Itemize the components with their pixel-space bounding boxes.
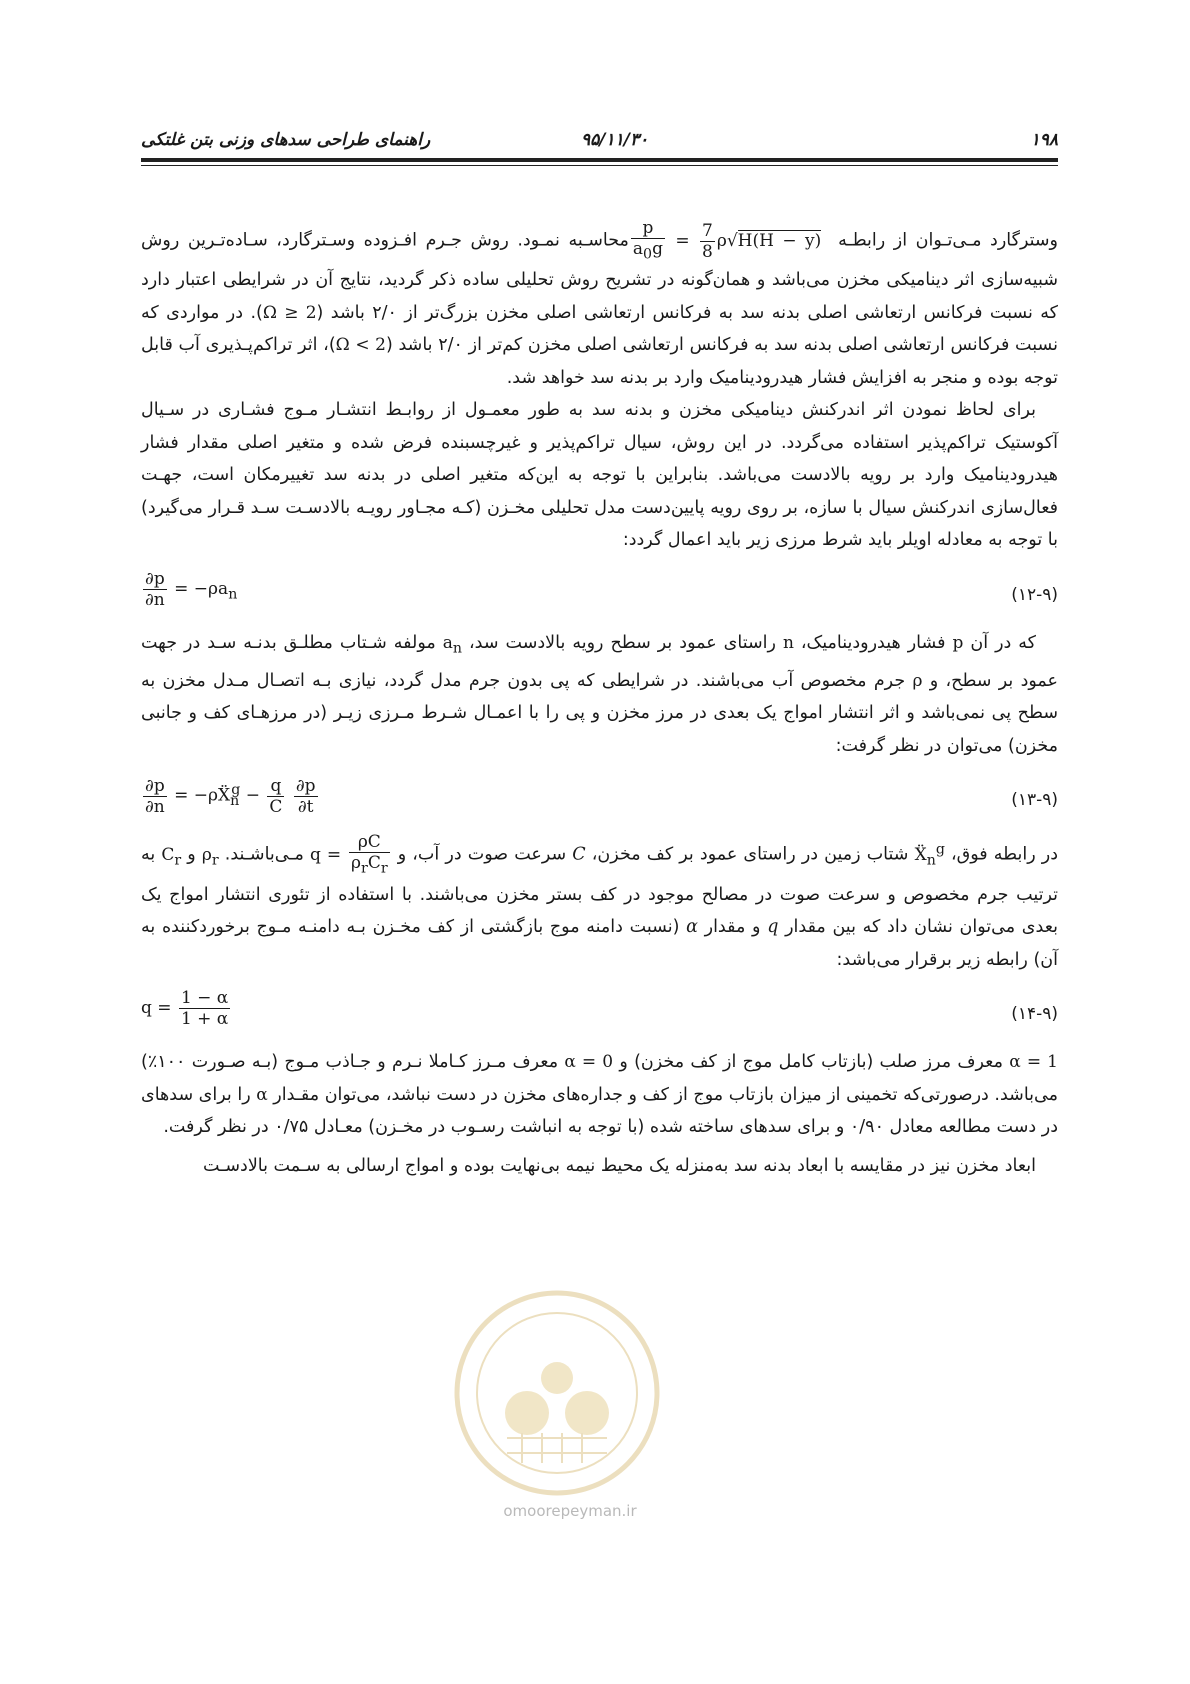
watermark-logo bbox=[447, 1283, 667, 1503]
paragraph-definitions: که در آن p فشار هیدرودینامیک، n راستای عمود بر سطح رویه بالادست سد، $a_n$ مولفه شـتاب مطلـق بدنـه سـد در جهت عمود بر سطح، و ρ جرم مخصوص آب می‌باشند. در شرایطی که پی بدون جرم مدل گردد، نیازی بـه اتصـال مـدل مخزن به سطح پی نمی‌باشد و اثر انتشار امواج یک بعدی در مرز مخزن و پی را با اعمـال شـرط مـرزی زیـر (در مرزهـای کف و جانبی مخزن) می‌توان در نظر گرفت: bbox=[141, 632, 1058, 756]
paragraph-boundary: در رابطه فوق، Ẍ$_n^g$ شتاب زمین در راستای عمود بر کف مخزن، C سرعت صوت در آب، و q = $\frac{\rho C}{\rho_rC_r}$ مـی‌باشـند. $\rho_r$ و $C_r$ به ترتیب جرم مخصوص و سرعت صوت در مصالح موجود در کف بستر مخزن می‌باشند. با استفاده از تئوری انتشار امواج یک بعدی می‌توان نشان داد که بین مقدار q و مقدار α (نسبت دامنه موج بازگشتی از کف مخـزن بـه دامنـه مـوج برخوردکننده به آن) رابطه زیر برقرار می‌باشد: bbox=[141, 832, 1059, 970]
equation-14-number: (۱۴-۹) bbox=[1011, 1004, 1058, 1025]
equation-13 bbox=[141, 768, 1058, 826]
header-date: ۹۵/۱۱/۳۰ bbox=[581, 130, 649, 150]
equation-14 bbox=[141, 982, 1058, 1040]
paragraph-westergaard: وسترگارد مـی‌تـوان از رابطـه $\frac{p}{a_0g}$ = $\frac{7}{8}$ ρ√H(H − y) محاسـبه نمـود. روش جـرم افـزوده وسـترگارد، سـاده‌تـرین روش شبیه‌سازی اثر دینامیکی مخزن می‌باشد و همان‌گونه در تشریح روش تحلیلی ساده ذکر گردید، نتایج آن در شرایطی اعتبار دارد که نسبت فرکانس ارتعاشی اصلی بدنه سد به فرکانس ارتعاشی اصلی مخزن بزرگ‌تر از ۲/۰ باشد (Ω ≥ 2). در مواردی که نسبت فرکانس ارتعاشی اصلی بدنه سد به فرکانس ارتعاشی اصلی مخزن کم‌تر از ۲/۰ باشد (Ω < 2)، اثر تراکم‌پـذیری آب قابل توجه بوده و منجر به افزایش فشار هیدرودینامیک وارد بر بدنه سد خواهد شد. bbox=[141, 218, 1058, 388]
equation-13-number: (۱۳-۹) bbox=[1011, 790, 1058, 811]
equation-12 bbox=[141, 563, 1058, 621]
header-rule-thin bbox=[141, 165, 1058, 166]
page-header bbox=[141, 120, 1058, 160]
equation-13-formula: $\frac{\partial p}{\partial n}$ = −ρẌ$_n^g$ − $\frac{q}{C}$ $\frac{\partial p}{\partial t}$ bbox=[145, 775, 316, 817]
header-rule-thick bbox=[141, 158, 1058, 162]
westergaard-formula: $\frac{p}{a_0g}$ = $\frac{7}{8}$ ρ√H(H − y) bbox=[632, 218, 822, 263]
page-number: ۱۹۸ bbox=[1030, 130, 1058, 150]
paragraph-alpha: α = 1 معرف مرز صلب (بازتاب کامل موج از کف مخزن) و α = 0 معرف مـرز کـاملا نـرم و جـاذب مـوج (بـه صـورت ۱۰۰٪) می‌باشد. درصورتی‌که تخمینی از میزان بازتاب موج از کف و جداره‌های مخزن در دست نباشد، می‌توان مقـدار α را برای سدهای در دست مطالعه معادل ۰/۹۰ و برای سدهای ساخته شده (با توجه به انباشت رسـوب در مخـزن) معـادل ۰/۷۵ در نظر گرفت. bbox=[141, 1052, 1058, 1138]
paragraph-reservoir-dimensions: ابعاد مخزن نیز در مقایسه با ابعاد بدنه سد به‌منزله یک محیط نیمه بی‌نهایت بوده و امواج ارسالی به سـمت بالادسـت bbox=[203, 1155, 1036, 1176]
paragraph-acoustic: برای لحاظ نمودن اثر اندرکنش دینامیکی مخزن و بدنه سد به طور معمـول از روابـط انتشـار مـوج فشـاری در سـیال آکوستیک تراکم‌پذیر استفاده می‌گردد. در این روش، سیال تراکم‌پذیر و غیرچسبنده فرض شده و متغیر اصلی مقدار فشار هیدرودینامیک وارد بر رویه بالادست می‌باشد. بنابراین با توجه به این‌که متغیر اصلی در بدنه سد تغییرمکان است، جهـت فعال‌سازی اندرکنش سیال با سازه، بر روی رویه پایین‌دست مدل تحلیلی مخـزن (کـه مجـاور رویـه بالادسـت سـد قـرار می‌گیرد) با توجه به معادله اویلر باید شرط مرزی زیر باید اعمال گردد: bbox=[141, 400, 1058, 551]
document-body bbox=[141, 218, 1058, 1182]
equation-12-number: (۱۲-۹) bbox=[1011, 584, 1058, 605]
equation-12-formula: $\frac{\partial p}{\partial n}$ = $-\rho a_n$ bbox=[145, 568, 238, 610]
header-book-title: راهنمای طراحی سدهای وزنی بتن غلتکی bbox=[141, 130, 431, 150]
equation-14-formula: q = $\frac{1 - \alpha}{1 + \alpha}$ bbox=[141, 988, 229, 1030]
watermark-url: omoorepeyman.ir bbox=[503, 1502, 637, 1520]
